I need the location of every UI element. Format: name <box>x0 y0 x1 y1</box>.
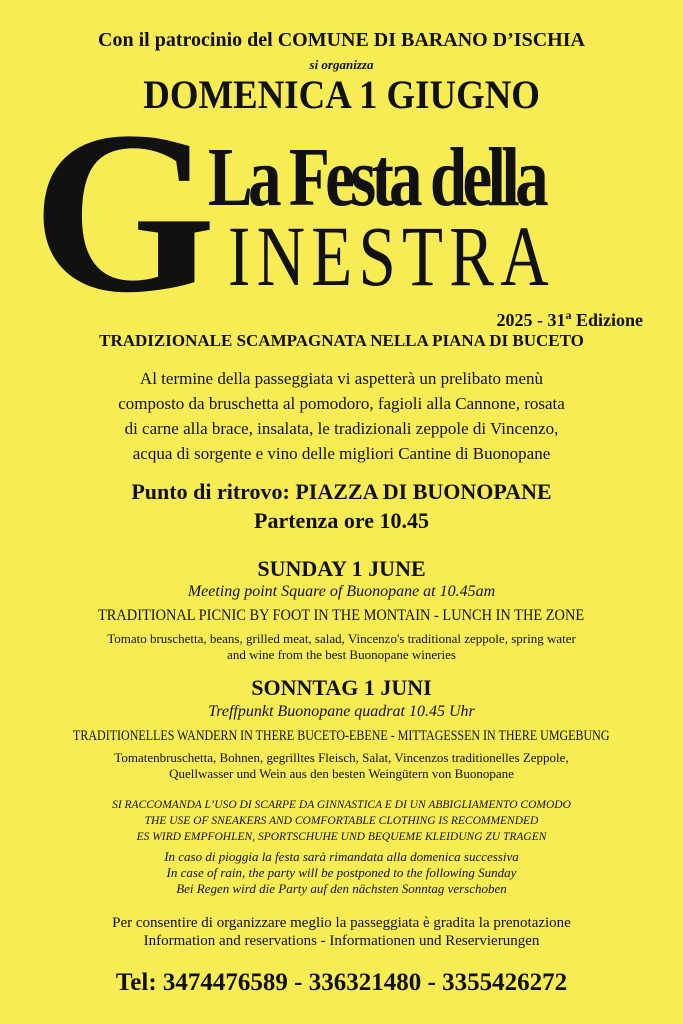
italian-menu <box>0 366 683 466</box>
title-line-2: INESTRA <box>228 208 555 304</box>
german-subtitle: TRADITIONELLES WANDERN IN THERE BUCETO-EBENE - MITTAGESSEN IN THERE UMGEBUNG <box>73 728 610 744</box>
date-german: SONNTAG 1 JUNI <box>251 675 432 700</box>
rain-notice <box>0 849 683 897</box>
title-line-1: La Festa della <box>208 131 544 224</box>
english-menu-line: Tomato bruschetta, beans, grilled meat, salad, Vincenzo's traditional zeppole, spring water <box>107 631 576 646</box>
shoes-note-line: ES WIRD EMPFOHLEN, SPORTSCHUHE UND BEQUEME KLEIDUNG ZU TRAGEN <box>136 831 547 843</box>
italian-menu-line: acqua di sorgente e vino delle migliori Cantine di Buonopane <box>132 444 551 463</box>
italian-subtitle: TRADIZIONALE SCAMPAGNATA NELLA PIANA DI BUCETO <box>99 331 584 350</box>
shoes-note-line: THE USE OF SNEAKERS AND COMFORTABLE CLOTHING IS RECOMMENDED <box>144 815 539 827</box>
english-subtitle: TRADITIONAL PICNIC BY FOOT IN THE MONTAIN - LUNCH IN THE ZONE <box>98 607 585 624</box>
reservation-line: Per consentire di organizzare meglio la passeggiata è gradita la prenotazione <box>112 915 571 931</box>
english-menu-line: and wine from the best Buonopane wineries <box>227 647 456 662</box>
english-menu <box>0 631 683 663</box>
shoes-note-line: SI RACCOMANDA L’USO DI SCARPE DA GINNASTICA E DI UN ABBIGLIAMENTO COMODO <box>112 799 571 811</box>
german-menu-line: Quellwasser und Wein aus den besten Weingütern von Buonopane <box>169 766 514 781</box>
shoes-recommendation <box>0 797 683 845</box>
rain-note-line: In caso di pioggia la festa sarà rimandata alla domenica successiva <box>164 849 519 864</box>
date-english: SUNDAY 1 JUNE <box>257 556 426 581</box>
german-menu-line: Tomatenbruschetta, Bohnen, gegrilltes Fleisch, Salat, Vincenzos traditionelles Zeppole, <box>114 750 569 765</box>
meeting-point-english: Meeting point Square of Buonopane at 10.45am <box>187 583 496 600</box>
reservation-info <box>0 914 683 950</box>
german-menu <box>0 750 683 782</box>
departure-time: Partenza ore 10.45 <box>254 508 429 533</box>
organizza-line: si organizza <box>309 57 374 72</box>
italian-menu-line: di carne alla brace, insalata, le tradizionali zeppole di Vincenzo, <box>124 419 559 438</box>
patronage-line: Con il patrocinio del COMUNE DI BARANO D’ISCHIA <box>98 29 585 51</box>
phone-numbers[interactable]: Tel: 3474476589 - 336321480 - 3355426272 <box>115 969 568 996</box>
meeting-point-german: Treffpunkt Buonopane quadrat 10.45 Uhr <box>208 703 475 720</box>
title-big-letter: G <box>32 84 217 341</box>
italian-menu-line: Al termine della passeggiata vi aspetterà un prelibato menù <box>139 369 544 388</box>
reservation-line: Information and reservations - Informationen und Reservierungen <box>143 933 540 949</box>
italian-menu-line: composto da bruschetta al pomodoro, fagioli alla Cannone, rosata <box>118 394 565 413</box>
rain-note-line: In case of rain, the party will be postponed to the following Sunday <box>166 865 517 880</box>
date-italian: DOMENICA 1 GIUGNO <box>143 72 540 117</box>
meeting-point-italian: Punto di ritrovo: PIAZZA DI BUONOPANE <box>131 479 552 504</box>
rain-note-line: Bei Regen wird die Party auf den nächsten Sonntag verschoben <box>176 881 507 896</box>
edition-label: 2025 - 31$^a$ Edizione <box>496 308 643 330</box>
